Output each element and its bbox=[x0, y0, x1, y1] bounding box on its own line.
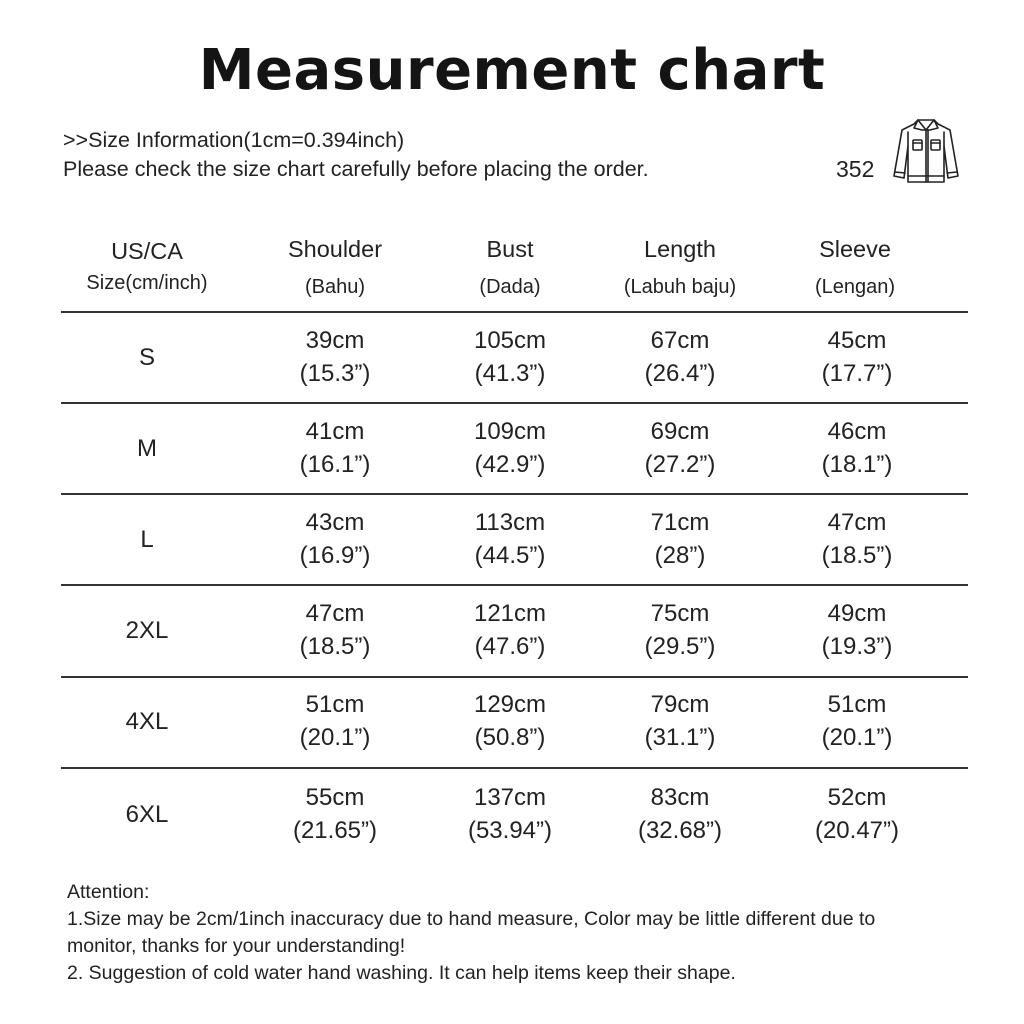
table-header bbox=[0, 232, 1024, 308]
header-length-label: Length bbox=[644, 236, 716, 262]
header-size bbox=[62, 232, 232, 300]
bust-cell: 137cm (53.94”) bbox=[467, 784, 553, 844]
page-title: Measurement chart bbox=[198, 38, 826, 103]
table-divider bbox=[61, 311, 968, 313]
table-row bbox=[0, 506, 1024, 596]
header-size-unit: Size(cm/inch) bbox=[86, 272, 208, 294]
attention-heading: Attention: bbox=[67, 881, 150, 903]
header-bust-label: Bust bbox=[486, 236, 534, 262]
row-size: S bbox=[138, 344, 155, 371]
row-size: L bbox=[140, 526, 154, 553]
length-cell: 71cm (28”) bbox=[650, 509, 710, 569]
sleeve-cell: 47cm (18.5”) bbox=[821, 509, 893, 569]
attention-line-3: 2. Suggestion of cold water hand washing. It can help items keep their shape. bbox=[67, 962, 736, 984]
length-cell: 69cm (27.2”) bbox=[644, 418, 716, 478]
jacket-icon bbox=[888, 116, 964, 192]
header-shoulder bbox=[255, 232, 415, 304]
shoulder-cell: 51cm (20.1”) bbox=[299, 691, 371, 751]
product-code: 352 bbox=[836, 156, 875, 182]
size-info-conversion: >>Size Information(1cm=0.394inch) bbox=[63, 128, 405, 152]
header-length bbox=[590, 232, 770, 304]
size-info-instruction: Please check the size chart carefully before placing the order. bbox=[63, 157, 649, 181]
shoulder-cell: 55cm (21.65”) bbox=[292, 784, 378, 844]
header-shoulder-sub: (Bahu) bbox=[304, 276, 366, 298]
table-row bbox=[0, 415, 1024, 505]
header-shoulder-label: Shoulder bbox=[287, 236, 383, 262]
attention-line-1: 1.Size may be 2cm/1inch inaccuracy due to hand measure, Color may be little different due to bbox=[67, 908, 876, 930]
sleeve-cell: 45cm (17.7”) bbox=[821, 327, 893, 387]
shoulder-cell: 47cm (18.5”) bbox=[299, 600, 371, 660]
row-size: 6XL bbox=[125, 801, 169, 828]
row-size: M bbox=[137, 435, 157, 462]
sleeve-cell: 46cm (18.1”) bbox=[821, 418, 893, 478]
table-row bbox=[0, 324, 1024, 414]
bust-cell: 109cm (42.9”) bbox=[473, 418, 547, 478]
length-cell: 79cm (31.1”) bbox=[644, 691, 716, 751]
header-bust bbox=[430, 232, 590, 304]
size-info bbox=[63, 126, 649, 184]
table-row bbox=[0, 597, 1024, 687]
header-bust-sub: (Dada) bbox=[479, 276, 541, 298]
bust-cell: 113cm (44.5”) bbox=[474, 509, 546, 569]
header-sleeve-sub: (Lengan) bbox=[814, 276, 896, 298]
length-cell: 67cm (26.4”) bbox=[644, 327, 716, 387]
attention-line-2: monitor, thanks for your understanding! bbox=[67, 935, 406, 957]
header-size-label: US/CA bbox=[111, 238, 183, 264]
length-cell: 75cm (29.5”) bbox=[644, 600, 716, 660]
bust-cell: 129cm (50.8”) bbox=[473, 691, 547, 751]
header-length-sub: (Labuh baju) bbox=[623, 276, 737, 298]
shoulder-cell: 43cm (16.9”) bbox=[299, 509, 371, 569]
sleeve-cell: 52cm (20.47”) bbox=[814, 784, 900, 844]
shoulder-cell: 41cm (16.1”) bbox=[299, 418, 371, 478]
row-size: 2XL bbox=[125, 617, 169, 644]
header-sleeve bbox=[775, 232, 935, 304]
sleeve-cell: 51cm (20.1”) bbox=[821, 691, 893, 751]
sleeve-cell: 49cm (19.3”) bbox=[821, 600, 893, 660]
row-size: 4XL bbox=[125, 708, 169, 735]
shoulder-cell: 39cm (15.3”) bbox=[299, 327, 371, 387]
attention-notes bbox=[67, 879, 967, 987]
length-cell: 83cm (32.68”) bbox=[637, 784, 723, 844]
table-row bbox=[0, 688, 1024, 778]
bust-cell: 105cm (41.3”) bbox=[473, 327, 547, 387]
bust-cell: 121cm (47.6”) bbox=[473, 600, 547, 660]
header-sleeve-label: Sleeve bbox=[819, 236, 891, 262]
table-row bbox=[0, 781, 1024, 871]
